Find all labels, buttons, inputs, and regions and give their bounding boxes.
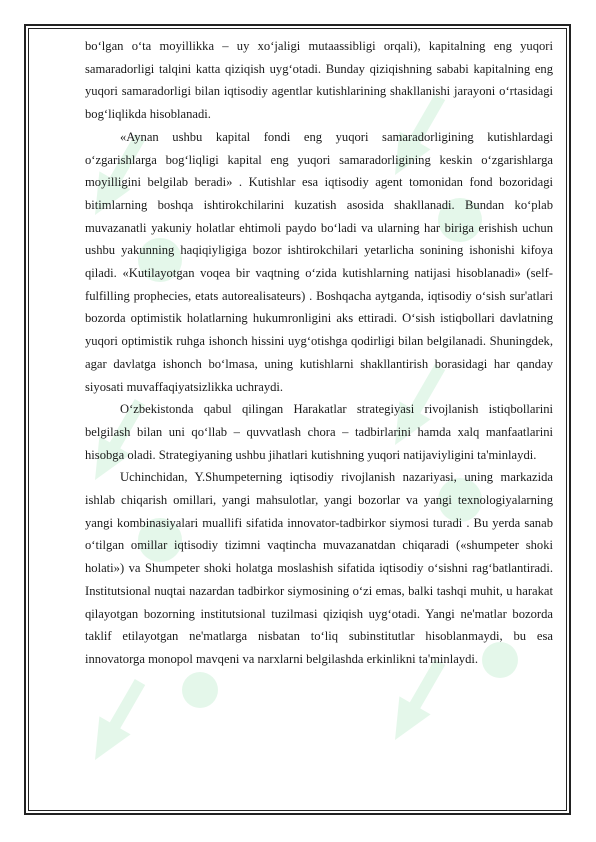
paragraph-2: «Aynan ushbu kapital fondi eng yuqori samaradorligining kutishlardagi oʻzgarishlarga bogʻliqligi kapital eng yuqori samaradorligining keskin oʻzgarishlarga moyilligini belgilab beradi» . Kutishlar esa iqtisodiy agent tomonidan fond bozoridagi bitimlarning boshqa ishtirokchilarini kuzatish asosida shakllanadi. Bundan koʻplab muvazanatli yakuniy holatlar ehtimoli paydo boʻladi va ularning har biriga erishish uchun ushbu yakunning haqiqiyligiga bozor ishtirokchilari yetarlicha sonining ishonishi kifoya qiladi. «Kutilayotgan voqea bir vaqtning oʻzida kutishlarning natijasi hisoblanadi» (self-fulfilling prophecies, etats autorealisateurs) . Boshqacha aytganda, iqtisodiy oʻsish sur'atlari bozorda optimistik holatlarning hukumronligini aks ettiradi. Oʻsish istiqbollari davlatning yuqori optimistik ruhga ishonch hissini uygʻotishga qodirligi bilan belgilanadi. Shuningdek, agar davlatga ishonch boʻlmasa, uning kutishlarni shakllantirish borasidagi har qanday siyosati muvaffaqiyatsizlikka uchraydi.: [85, 129, 553, 394]
paragraph-3: Oʻzbekistonda qabul qilingan Harakatlar strategiyasi rivojlanish istiqbollarini belgilash bilan uni qoʻllab – quvvatlash chora – tadbirlarini hamda xalq manfaatlarini hisobga oladi. Strategiyaning ushbu jihatlari kutishning yuqori natijaviyligini ta'minlaydi.: [85, 402, 553, 462]
document-body: [85, 35, 553, 671]
paragraph-4: Uchinchidan, Y.Shumpeterning iqtisodiy rivojlanish nazariyasi, uning markazida ishlab chiqarish omillari, yangi mahsulotlar, yangi bozorlar va yangi texnologiyalarning yangi kombinasiyalari muallifi sifatida innovator-tadbirkor siymosi turadi . Bu yerda sanab oʻtilgan omillar iqtisodiy tizimni vaqtincha muvazanatdan chiqaradi («shumpeter shoki holati») va Shumpeter shoki holatga moslashish sifatida iqtisodiy oʻsishni ragʻbatlantiradi. Institutsional nuqtai nazardan tadbirkor siymosining oʻzi emas, balki tashqi muhit, u harakat qilayotgan bozorning institutsional tuzilmasi qiziqish uygʻotadi. Yangi ne'matlar bozorda taklif etilayotgan ne'matlarga nisbatan toʻliq subinstitutlar hisoblanmaydi, bu esa innovatorga monopol mavqeni va narxlarni belgilashda erkinlikni ta'minlaydi.: [85, 470, 553, 666]
paragraph-1: boʻlgan oʻta moyillikka – uy xoʻjaligi mutaassibligi orqali), kapitalning eng yuqori samaradorligi talqini katta qiziqish uygʻotadi. Bunday qiziqishning sababi kapitalning eng yuqori samaradorligi bilan iqtisodiy agentlar kutishlarining shakllanishi jarayoni oʻrtasidagi bogʻliqlikda hisoblanadi.: [85, 39, 553, 122]
